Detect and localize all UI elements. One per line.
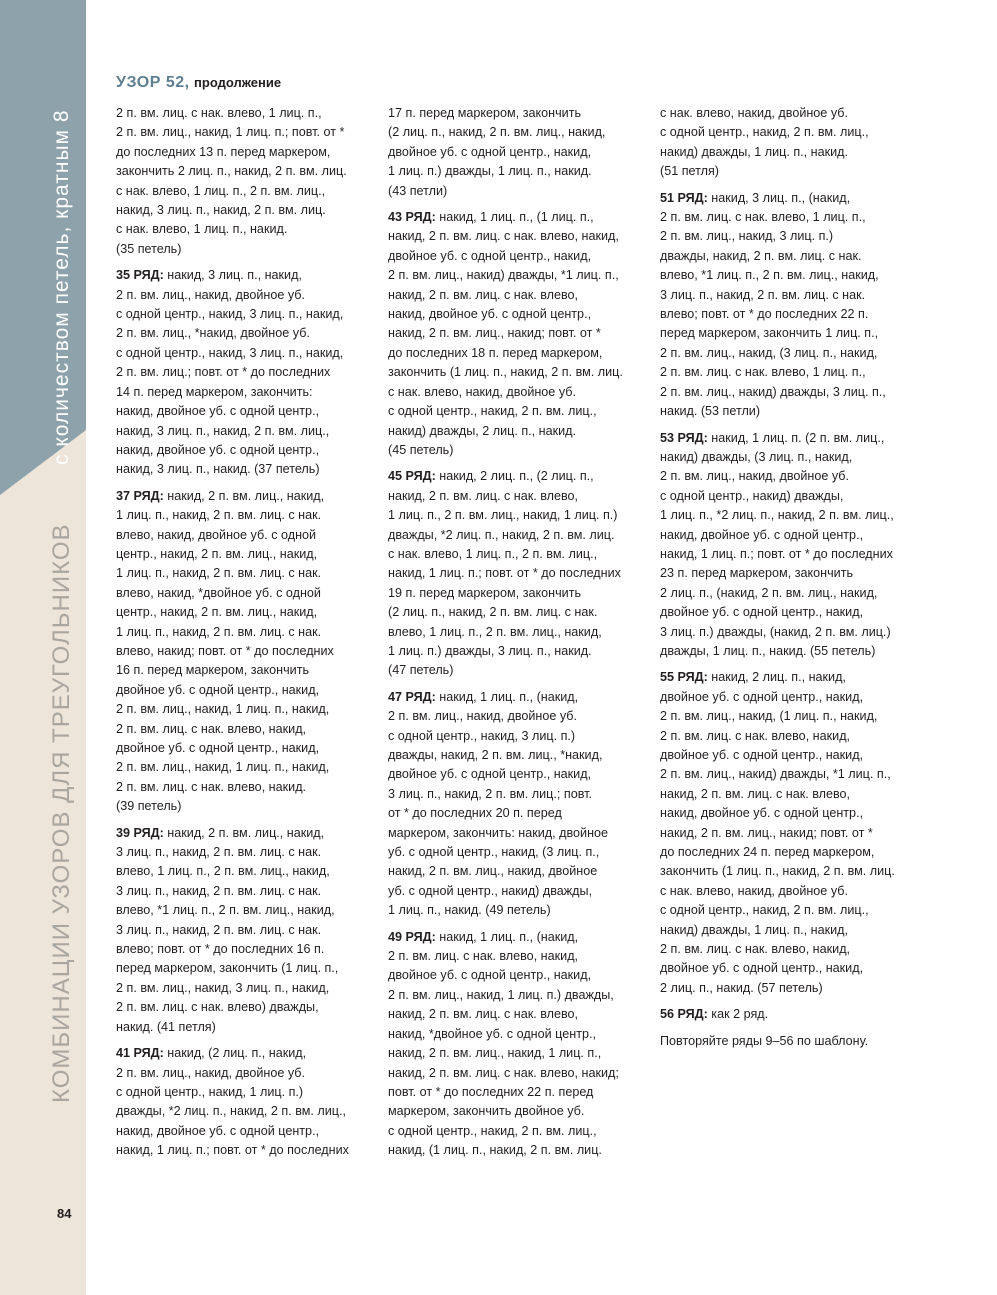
pattern-title: УЗОР 52,: [116, 74, 190, 91]
row-text: накид, 1 лиц. п. (2 п. вм. лиц., накид) дважды, (3 лиц. п., накид, 2 п. вм. лиц., накид, двойное уб. с одной центр., накид) дважды, 1 лиц. п., *2 лиц. п., накид, 2 п. вм. лиц., накид, двойное уб. с одной центр., накид, 1 лиц. п.; повт. от * до последних 23 п. перед маркером, закончить 2 лиц. п., (накид, 2 п. вм. лиц., накид, двойное уб. с одной центр., накид, 3 лиц. п.) дважды, (накид, 2 п. вм. лиц.) дважды, 1 лиц. п., накид. (55 петель): [660, 430, 894, 658]
row-label: 53 РЯД:: [660, 430, 708, 445]
row-label: 49 РЯД:: [388, 929, 436, 944]
side-title-upper: с количеством петель, кратным 8: [50, 109, 73, 465]
row-text: накид, 2 лиц. п., накид, двойное уб. с одной центр., накид, 2 п. вм. лиц., накид, (1 лиц. п., накид, 2 п. вм. лиц. с нак. влево, накид, двойное уб. с одной центр., накид, 2 п. вм. лиц., накид) дважды, *1 лиц. п., накид, 2 п. вм. лиц. с нак. влево, накид, двойное уб. с одной центр., накид, 2 п. вм. лиц., накид; повт. от * до последних 24 п. перед маркером, закончить (1 лиц. п., накид, 2 п. вм. лиц. с нак. влево, накид, двойное уб. с одной центр., накид, 2 п. вм. лиц., накид) дважды, 1 лиц. п., накид, 2 п. вм. лиц. с нак. влево, накид, двойное уб. с одной центр., накид, 2 лиц. п., накид. (57 петель): [660, 670, 895, 995]
row-paragraph: [660, 1032, 912, 1051]
row-label: 41 РЯД:: [116, 1046, 164, 1061]
row-text: накид, 1 лиц. п., (накид, 2 п. вм. лиц., накид, двойное уб. с одной центр., накид, 3 лиц. п.) дважды, накид, 2 п. вм. лиц., *накид, двойное уб. с одной центр., накид, 3 лиц. п., накид, 2 п. вм. лиц.; повт. от * до последних 20 п. перед маркером, закончить: накид, двойное уб. с одной центр., накид, (3 лиц. п., накид, 2 п. вм. лиц., накид, двойное уб. с одной центр., накид) дважды, 1 лиц. п., накид. (49 петель): [388, 689, 609, 918]
pattern-header: [116, 74, 281, 92]
row-label: 56 РЯД:: [660, 1007, 708, 1022]
row-label: 37 РЯД:: [116, 488, 164, 503]
row-paragraph: [660, 189, 912, 422]
row-text: накид, (2 лиц. п., накид, 2 п. вм. лиц., накид, двойное уб. с одной центр., накид, 1 лиц. п.) дважды, *2 лиц. п., накид, 2 п. вм. лиц., накид, двойное уб. с одной центр., накид, 1 лиц. п.; повт. от * до последних: [116, 1046, 349, 1158]
row-paragraph: [388, 467, 640, 680]
row-paragraph: [116, 104, 366, 259]
row-label: 45 РЯД:: [388, 469, 436, 484]
row-paragraph: [388, 688, 640, 921]
row-label: 51 РЯД:: [660, 190, 708, 205]
row-paragraph: [116, 1044, 366, 1160]
row-text: с нак. влево, накид, двойное уб. с одной центр., накид, 2 п. вм. лиц., накид) дважды, 1 лиц. п., накид. (51 петля): [660, 106, 869, 179]
text-column-3: [660, 104, 912, 1058]
row-text: 2 п. вм. лиц. с нак. влево, 1 лиц. п., 2 п. вм. лиц., накид, 1 лиц. п.; повт. от * до последних 13 п. перед маркером, закончить 2 лиц. п., накид, 2 п. вм. лиц. с нак. влево, 1 лиц. п., 2 п. вм. лиц., накид, 3 лиц. п., накид, 2 п. вм. лиц. с нак. влево, 1 лиц. п., накид. (35 петель): [116, 106, 347, 256]
row-text: накид, 1 лиц. п., (1 лиц. п., накид, 2 п. вм. лиц. с нак. влево, накид, двойное уб. с одной центр., накид, 2 п. вм. лиц., накид) дважды, *1 лиц. п., накид, 2 п. вм. лиц. с нак. влево, накид, двойное уб. с одной центр., накид, 2 п. вм. лиц., накид; повт. от * до последних 18 п. перед маркером, закончить (1 лиц. п., накид, 2 п. вм. лиц. с нак. влево, накид, двойное уб. с одной центр., накид, 2 п. вм. лиц., накид) дважды, 2 лиц. п., накид. (45 петель): [388, 210, 623, 457]
row-label: 47 РЯД:: [388, 689, 436, 704]
text-column-2: [388, 104, 640, 1168]
row-text: 17 п. перед маркером, закончить (2 лиц. п., накид, 2 п. вм. лиц., накид, двойное уб. с одной центр., накид, 1 лиц. п.) дважды, 1 лиц. п., накид. (43 петли): [388, 106, 606, 198]
row-text: накид, 2 п. вм. лиц., накид, 3 лиц. п., накид, 2 п. вм. лиц. с нак. влево, 1 лиц. п., 2 п. вм. лиц., накид, 3 лиц. п., накид, 2 п. вм. лиц. с нак. влево, *1 лиц. п., 2 п. вм. лиц., накид, 3 лиц. п., накид, 2 п. вм. лиц. с нак. влево; повт. от * до последних 16 п. перед маркером, закончить (1 лиц. п., 2 п. вм. лиц., накид, 3 лиц. п., накид, 2 п. вм. лиц. с нак. влево) дважды, накид. (41 петля): [116, 825, 339, 1034]
row-text: накид, 1 лиц. п., (накид, 2 п. вм. лиц. с нак. влево, накид, двойное уб. с одной центр., накид, 2 п. вм. лиц., накид, 1 лиц. п.) дважды, накид, 2 п. вм. лиц. с нак. влево, накид, *двойное уб. с одной центр., накид, 2 п. вм. лиц., накид, 1 лиц. п., накид, 2 п. вм. лиц. с нак. влево, накид; повт. от * до последних 22 п. перед маркером, закончить двойное уб. с одной центр., накид, 2 п. вм. лиц., накид, (1 лиц. п., накид, 2 п. вм. лиц.: [388, 929, 619, 1158]
row-text: накид, 3 лиц. п., накид, 2 п. вм. лиц., накид, двойное уб. с одной центр., накид, 3 лиц. п., накид, 2 п. вм. лиц., *накид, двойное уб. с одной центр., накид, 3 лиц. п., накид, 2 п. вм. лиц.; повт. от * до последних 14 п. перед маркером, закончить: накид, двойное уб. с одной центр., накид, 3 лиц. п., накид, 2 п. вм. лиц., накид, двойное уб. с одной центр., накид, 3 лиц. п., накид. (37 петель): [116, 268, 344, 477]
row-paragraph: [660, 668, 912, 998]
row-text: накид, 3 лиц. п., (накид, 2 п. вм. лиц. с нак. влево, 1 лиц. п., 2 п. вм. лиц., накид, 3 лиц. п.) дважды, накид, 2 п. вм. лиц. с нак. влево, *1 лиц. п., 2 п. вм. лиц., накид, 3 лиц. п., накид, 2 п. вм. лиц. с нак. влево; повт. от * до последних 22 п. перед маркером, закончить 1 лиц. п., 2 п. вм. лиц., накид, (3 лиц. п., накид, 2 п. вм. лиц. с нак. влево, 1 лиц. п., 2 п. вм. лиц., накид) дважды, 3 лиц. п., накид. (53 петли): [660, 190, 886, 419]
row-text: накид, 2 лиц. п., (2 лиц. п., накид, 2 п. вм. лиц. с нак. влево, 1 лиц. п., 2 п. вм. лиц., накид, 1 лиц. п.) дважды, *2 лиц. п., накид, 2 п. вм. лиц. с нак. влево, 1 лиц. п., 2 п. вм. лиц., накид, 1 лиц. п.; повт. от * до последних 19 п. перед маркером, закончить (2 лиц. п., накид, 2 п. вм. лиц. с нак. влево, 1 лиц. п., 2 п. вм. лиц., накид, 1 лиц. п.) дважды, 3 лиц. п., накид. (47 петель): [388, 469, 621, 678]
side-title-lower: КОМБИНАЦИИ УЗОРОВ ДЛЯ ТРЕУГОЛЬНИКОВ: [48, 523, 75, 1103]
row-paragraph: [660, 1005, 912, 1024]
row-paragraph: [660, 429, 912, 662]
row-label: 55 РЯД:: [660, 670, 708, 685]
row-text: накид, 2 п. вм. лиц., накид, 1 лиц. п., накид, 2 п. вм. лиц. с нак. влево, накид, двойное уб. с одной центр., накид, 2 п. вм. лиц., накид, 1 лиц. п., накид, 2 п. вм. лиц. с нак. влево, накид, *двойное уб. с одной центр., накид, 2 п. вм. лиц., накид, 1 лиц. п., накид, 2 п. вм. лиц. с нак. влево, накид; повт. от * до последних 16 п. перед маркером, закончить двойное уб. с одной центр., накид, 2 п. вм. лиц., накид, 1 лиц. п., накид, 2 п. вм. лиц. с нак. влево, накид, двойное уб. с одной центр., накид, 2 п. вм. лиц., накид, 1 лиц. п., накид, 2 п. вм. лиц. с нак. влево, накид. (39 петель): [116, 488, 334, 814]
row-label: 39 РЯД:: [116, 825, 164, 840]
row-paragraph: [116, 824, 366, 1037]
pattern-subtitle: продолжение: [194, 75, 282, 90]
row-text: как 2 ряд.: [707, 1007, 769, 1022]
row-label: 35 РЯД:: [116, 268, 164, 283]
row-paragraph: [388, 208, 640, 460]
page-number: 84: [57, 1206, 72, 1221]
row-text: Повторяйте ряды 9–56 по шаблону.: [660, 1033, 869, 1048]
row-paragraph: [388, 928, 640, 1161]
row-paragraph: [116, 266, 366, 479]
row-label: 43 РЯД:: [388, 210, 436, 225]
row-paragraph: [388, 104, 640, 201]
row-paragraph: [116, 487, 366, 817]
row-paragraph: [660, 104, 912, 182]
text-column-1: [116, 104, 366, 1168]
